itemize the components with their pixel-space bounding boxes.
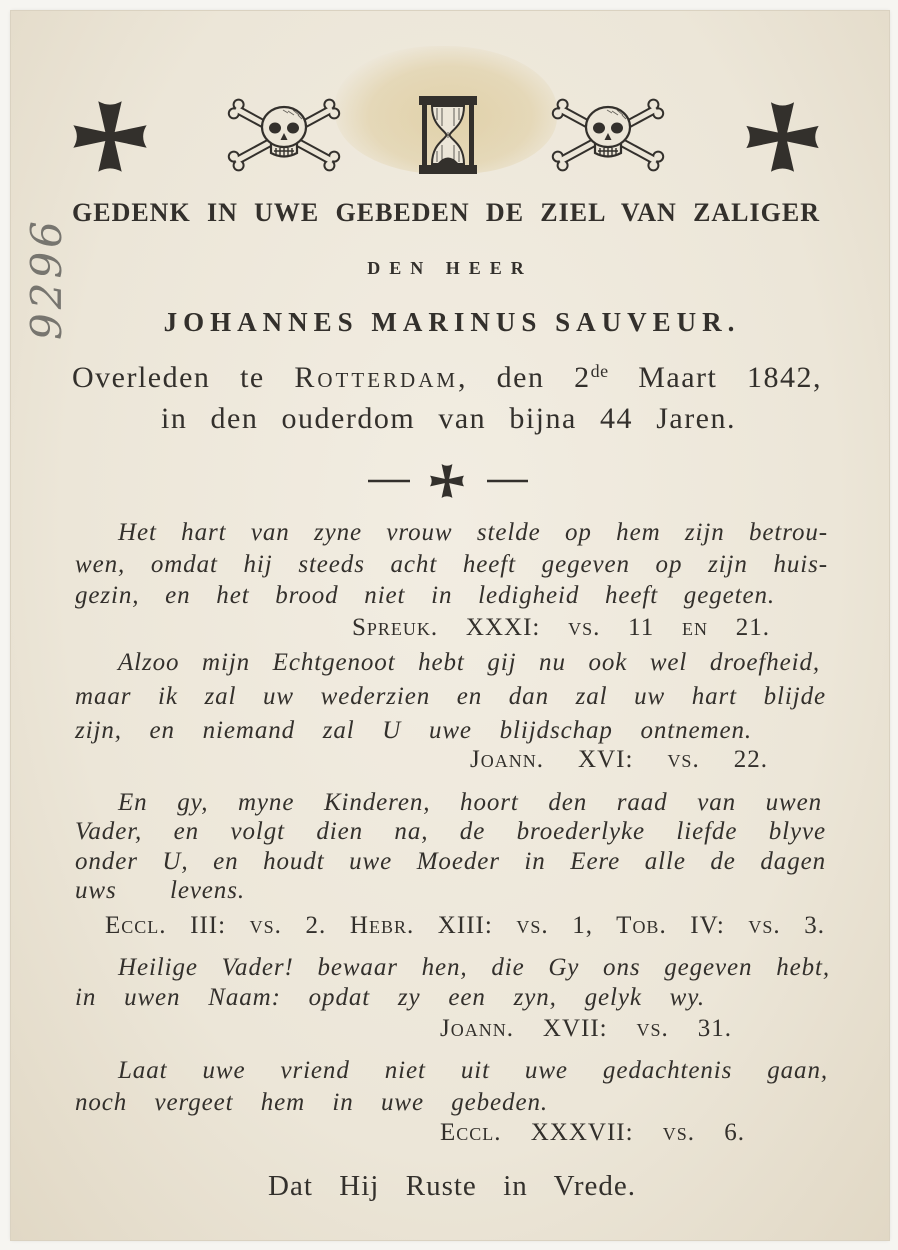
verse-3-line-3: onder U, en houdt uwe Moeder in Eere alle de dagen: [75, 848, 826, 875]
memorial-heading: GEDENK IN UWE GEBEDEN DE ZIEL VAN ZALIGER: [72, 198, 820, 227]
closing-prayer: Dat Hij Ruste in Vrede.: [268, 1170, 636, 1202]
maltese-cross-icon: [71, 99, 149, 174]
verse-1-reference: Spreuk. XXXI: vs. 11 en 21.: [352, 614, 770, 641]
verse-2-reference: Joann. XVI: vs. 22.: [470, 746, 768, 773]
cross-divider: [366, 462, 530, 500]
verse-2-line-2: maar ik zal uw wederzien en dan zal uw hart blijde: [75, 683, 826, 710]
verse-3-line-4: uws levens.: [75, 877, 245, 904]
deceased-name: JOHANNES MARINUS SAUVEUR.: [163, 307, 741, 337]
death-date-month-year: Maart 1842,: [638, 361, 823, 394]
verse-4-line-1: Heilige Vader! bewaar hen, die Gy ons gegeven hebt,: [118, 954, 830, 981]
verse-3-line-2: Vader, en volgt dien na, de broederlyke liefde blyve: [75, 818, 826, 845]
verse-3-reference: Eccl. III: vs. 2. Hebr. XIII: vs. 1, Tob. IV: vs. 3.: [105, 912, 825, 939]
death-prefix: Overleden te: [72, 361, 265, 394]
verse-1-line-2: wen, omdat hij steeds acht heeft gegeven op zijn huis-: [75, 551, 828, 578]
death-notice: [72, 361, 822, 395]
age-line: in den ouderdom van bijna 44 Jaren.: [161, 402, 736, 435]
verse-4-reference: Joann. XVII: vs. 31.: [440, 1015, 732, 1042]
skull-and-crossbones-icon: [547, 98, 669, 172]
inventory-number: 9296: [22, 217, 71, 341]
death-date-day: , den 2: [458, 361, 591, 394]
maltese-cross-icon: [430, 464, 464, 498]
verse-2-line-1: Alzoo mijn Echtgenoot hebt gij nu ook wel droefheid,: [118, 649, 820, 676]
verse-5-line-2: noch vergeet hem in uwe gebeden.: [75, 1089, 548, 1116]
death-place: Rotterdam: [294, 361, 459, 394]
hourglass-icon: [419, 96, 477, 174]
skull-and-crossbones-icon: [224, 98, 344, 172]
verse-2-line-3: zijn, en niemand zal U uwe blijdschap ontnemen.: [75, 717, 752, 744]
verse-5-reference: Eccl. XXXVII: vs. 6.: [440, 1119, 745, 1146]
verse-1-line-1: Het hart van zyne vrouw stelde op hem zijn betrou-: [118, 519, 828, 546]
verse-4-line-2: in uwen Naam: opdat zy een zyn, gelyk wy.: [75, 984, 705, 1011]
verse-3-line-1: En gy, myne Kinderen, hoort den raad van uwen: [118, 789, 822, 816]
death-date-ordinal: de: [590, 361, 609, 382]
maltese-cross-icon: [744, 100, 821, 174]
verse-1-line-3: gezin, en het brood niet in ledigheid heeft gegeten.: [75, 582, 775, 609]
honorific-title: DEN HEER: [367, 258, 533, 278]
verse-5-line-1: Laat uwe vriend niet uit uwe gedachtenis gaan,: [118, 1057, 828, 1084]
